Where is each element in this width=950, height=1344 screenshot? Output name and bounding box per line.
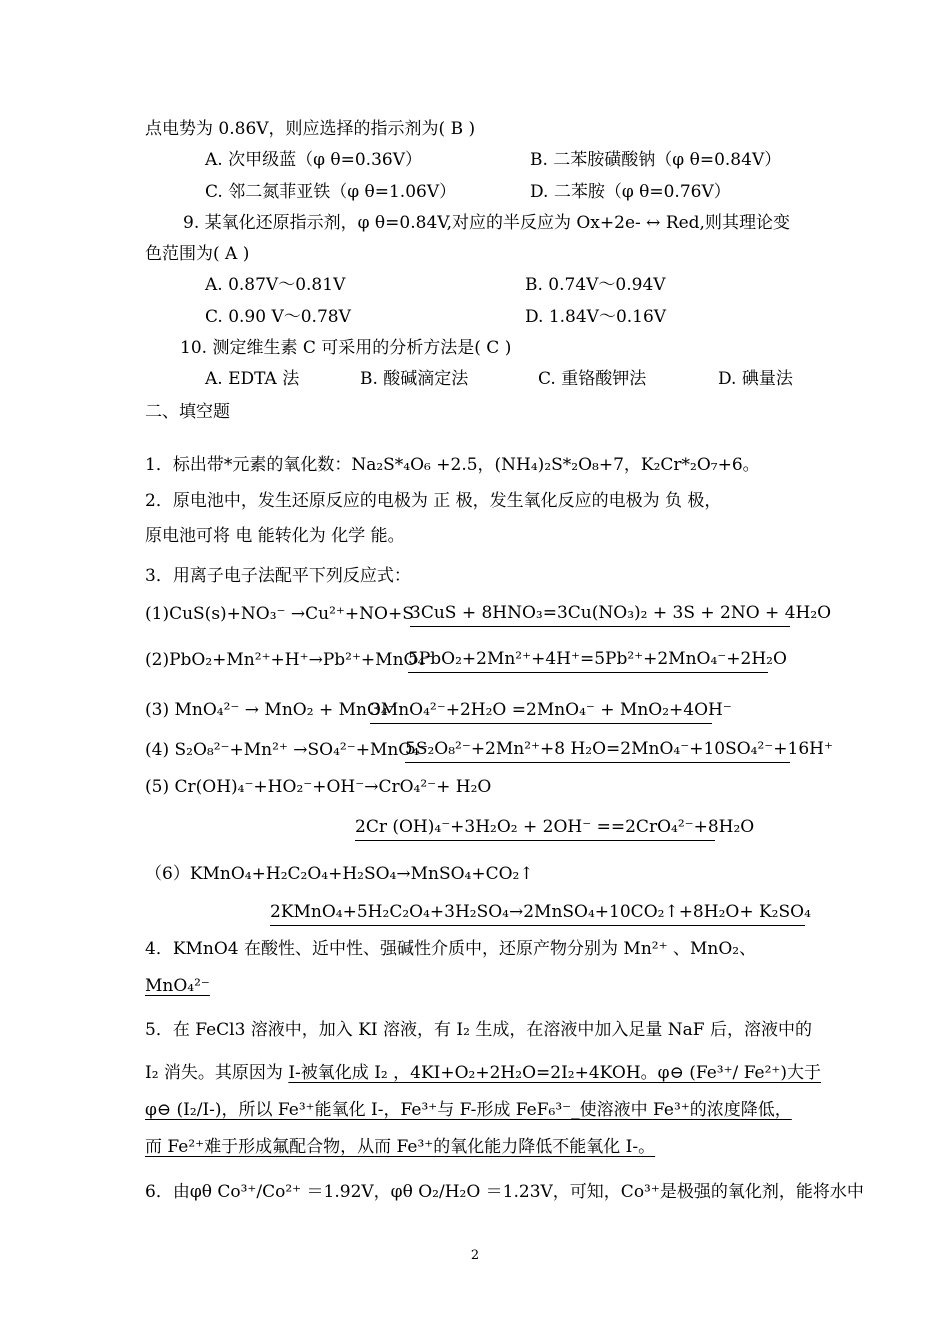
q8-tail: 点电势为 0.86V，则应选择的指示剂为( B ) (145, 119, 476, 139)
reaction-1-lhs: (1)CuS(s)+NO₃⁻ →Cu²⁺+NO+S (145, 604, 414, 624)
fill-q5-line2 (145, 1061, 821, 1085)
q9-stem: 9. 某氧化还原指示剂，φ θ=0.84V,对应的半反应为 Ox+2e- ↔ Red,则其理论变 (183, 213, 790, 233)
q10-option-b: B. 酸碱滴定法 (360, 369, 469, 389)
q8-option-d: D. 二苯胺（φ θ=0.76V） (530, 182, 731, 202)
fill-q3-intro: 3．用离子电子法配平下列反应式： (145, 566, 411, 586)
q8-option-a: A. 次甲级蓝（φ θ=0.36V） (205, 150, 422, 170)
q8-option-b: B. 二苯胺磺酸钠（φ θ=0.84V） (530, 150, 782, 170)
reaction-6-answer: 2KMnO₄+5H₂C₂O₄+3H₂SO₄→2MnSO₄+10CO₂↑+8H₂O+ K₂SO₄ (270, 900, 805, 926)
q8-option-c: C. 邻二氮菲亚铁（φ θ=1.06V） (205, 182, 457, 202)
reaction-3-answer: 3MnO₄²⁻+2H₂O =2MnO₄⁻ + MnO₂+4OH⁻ (370, 698, 712, 724)
fill-q1: 1．标出带*元素的氧化数：Na₂S*₄O₆ +2.5，(NH₄)₂S*₂O₈+7，K₂Cr*₂O₇+6。 (145, 455, 760, 475)
reaction-6-lhs: （6）KMnO₄+H₂C₂O₄+H₂SO₄→MnSO₄+CO₂↑ (145, 864, 534, 884)
q9-option-c: C. 0.90 V～0.78V (205, 307, 351, 327)
fill-q6: 6．由φθ Co³⁺/Co²⁺ ＝1.92V，φθ O₂/H₂O ＝1.23V，可知，Co³⁺是极强的氧化剂，能将水中 (145, 1182, 864, 1202)
q9-option-d: D. 1.84V～0.16V (525, 307, 667, 327)
reaction-5-lhs: (5) Cr(OH)₄⁻+HO₂⁻+OH⁻→CrO₄²⁻+ H₂O (145, 777, 492, 797)
reaction-5-answer: 2Cr (OH)₄⁻+3H₂O₂ + 2OH⁻ ==2CrO₄²⁻+8H₂O (355, 815, 715, 841)
fill-q5-line4: 而 Fe²⁺难于形成氟配合物，从而 Fe³⁺的氧化能力降低不能氧化 I-。 (145, 1137, 656, 1157)
reaction-4-lhs: (4) S₂O₈²⁻+Mn²⁺ →SO₄²⁻+MnO₄⁻ (145, 740, 429, 760)
fill-q4-line2: MnO₄²⁻ (145, 976, 210, 996)
section-heading: 二、填空题 (145, 402, 230, 422)
fill-q5-line3: φ⊖ (I₂/I-)，所以 Fe³⁺能氧化 I-，Fe³⁺与 F-形成 FeF₆³⁻_使溶液中 Fe³⁺的浓度降低， (145, 1100, 792, 1120)
reaction-3-lhs: (3) MnO₄²⁻ → MnO₂ + MnO₄⁻ (145, 700, 397, 720)
q9-stem-cont: 色范围为( A ) (145, 244, 250, 264)
reaction-1-answer: 3CuS + 8HNO₃=3Cu(NO₃)₂ + 3S + 2NO + 4H₂O (410, 601, 790, 627)
q10-stem: 10. 测定维生素 C 可采用的分析方法是( C ) (180, 338, 512, 358)
fill-q2-line1: 2．原电池中，发生还原反应的电极为 正 极，发生氧化反应的电极为 负 极， (145, 491, 722, 511)
fill-q5-line2-answer: I-被氧化成 I₂ ，4KI+O₂+2H₂O=2I₂+4KOH。φ⊖ (Fe³⁺/ Fe²⁺)大于 (288, 1063, 822, 1083)
fill-q2-line2: 原电池可将 电 能转化为 化学 能。 (145, 526, 405, 546)
q9-option-a: A. 0.87V～0.81V (205, 275, 346, 295)
q10-option-c: C. 重铬酸钾法 (538, 369, 647, 389)
reaction-4-answer: 5S₂O₈²⁻+2Mn²⁺+8 H₂O=2MnO₄⁻+10SO₄²⁻+16H⁺ (405, 737, 790, 763)
reaction-2-answer: 5PbO₂+2Mn²⁺+4H⁺=5Pb²⁺+2MnO₄⁻+2H₂O (408, 647, 768, 673)
fill-q5-line1: 5．在 FeCl3 溶液中，加入 KI 溶液，有 I₂ 生成，在溶液中加入足量 NaF 后，溶液中的 (145, 1020, 812, 1040)
q10-option-a: A. EDTA 法 (205, 369, 300, 389)
page-number: 2 (470, 1248, 480, 1263)
fill-q4-line1: 4．KMnO4 在酸性、近中性、强碱性介质中，还原产物分别为 Mn²⁺ 、MnO₂、 (145, 939, 757, 959)
fill-q5-line2-prefix: I₂ 消失。其原因为 (145, 1063, 289, 1083)
q9-option-b: B. 0.74V～0.94V (525, 275, 666, 295)
q10-option-d: D. 碘量法 (718, 369, 793, 389)
reaction-2-lhs: (2)PbO₂+Mn²⁺+H⁺→Pb²⁺+MnO₄⁻ (145, 650, 434, 670)
